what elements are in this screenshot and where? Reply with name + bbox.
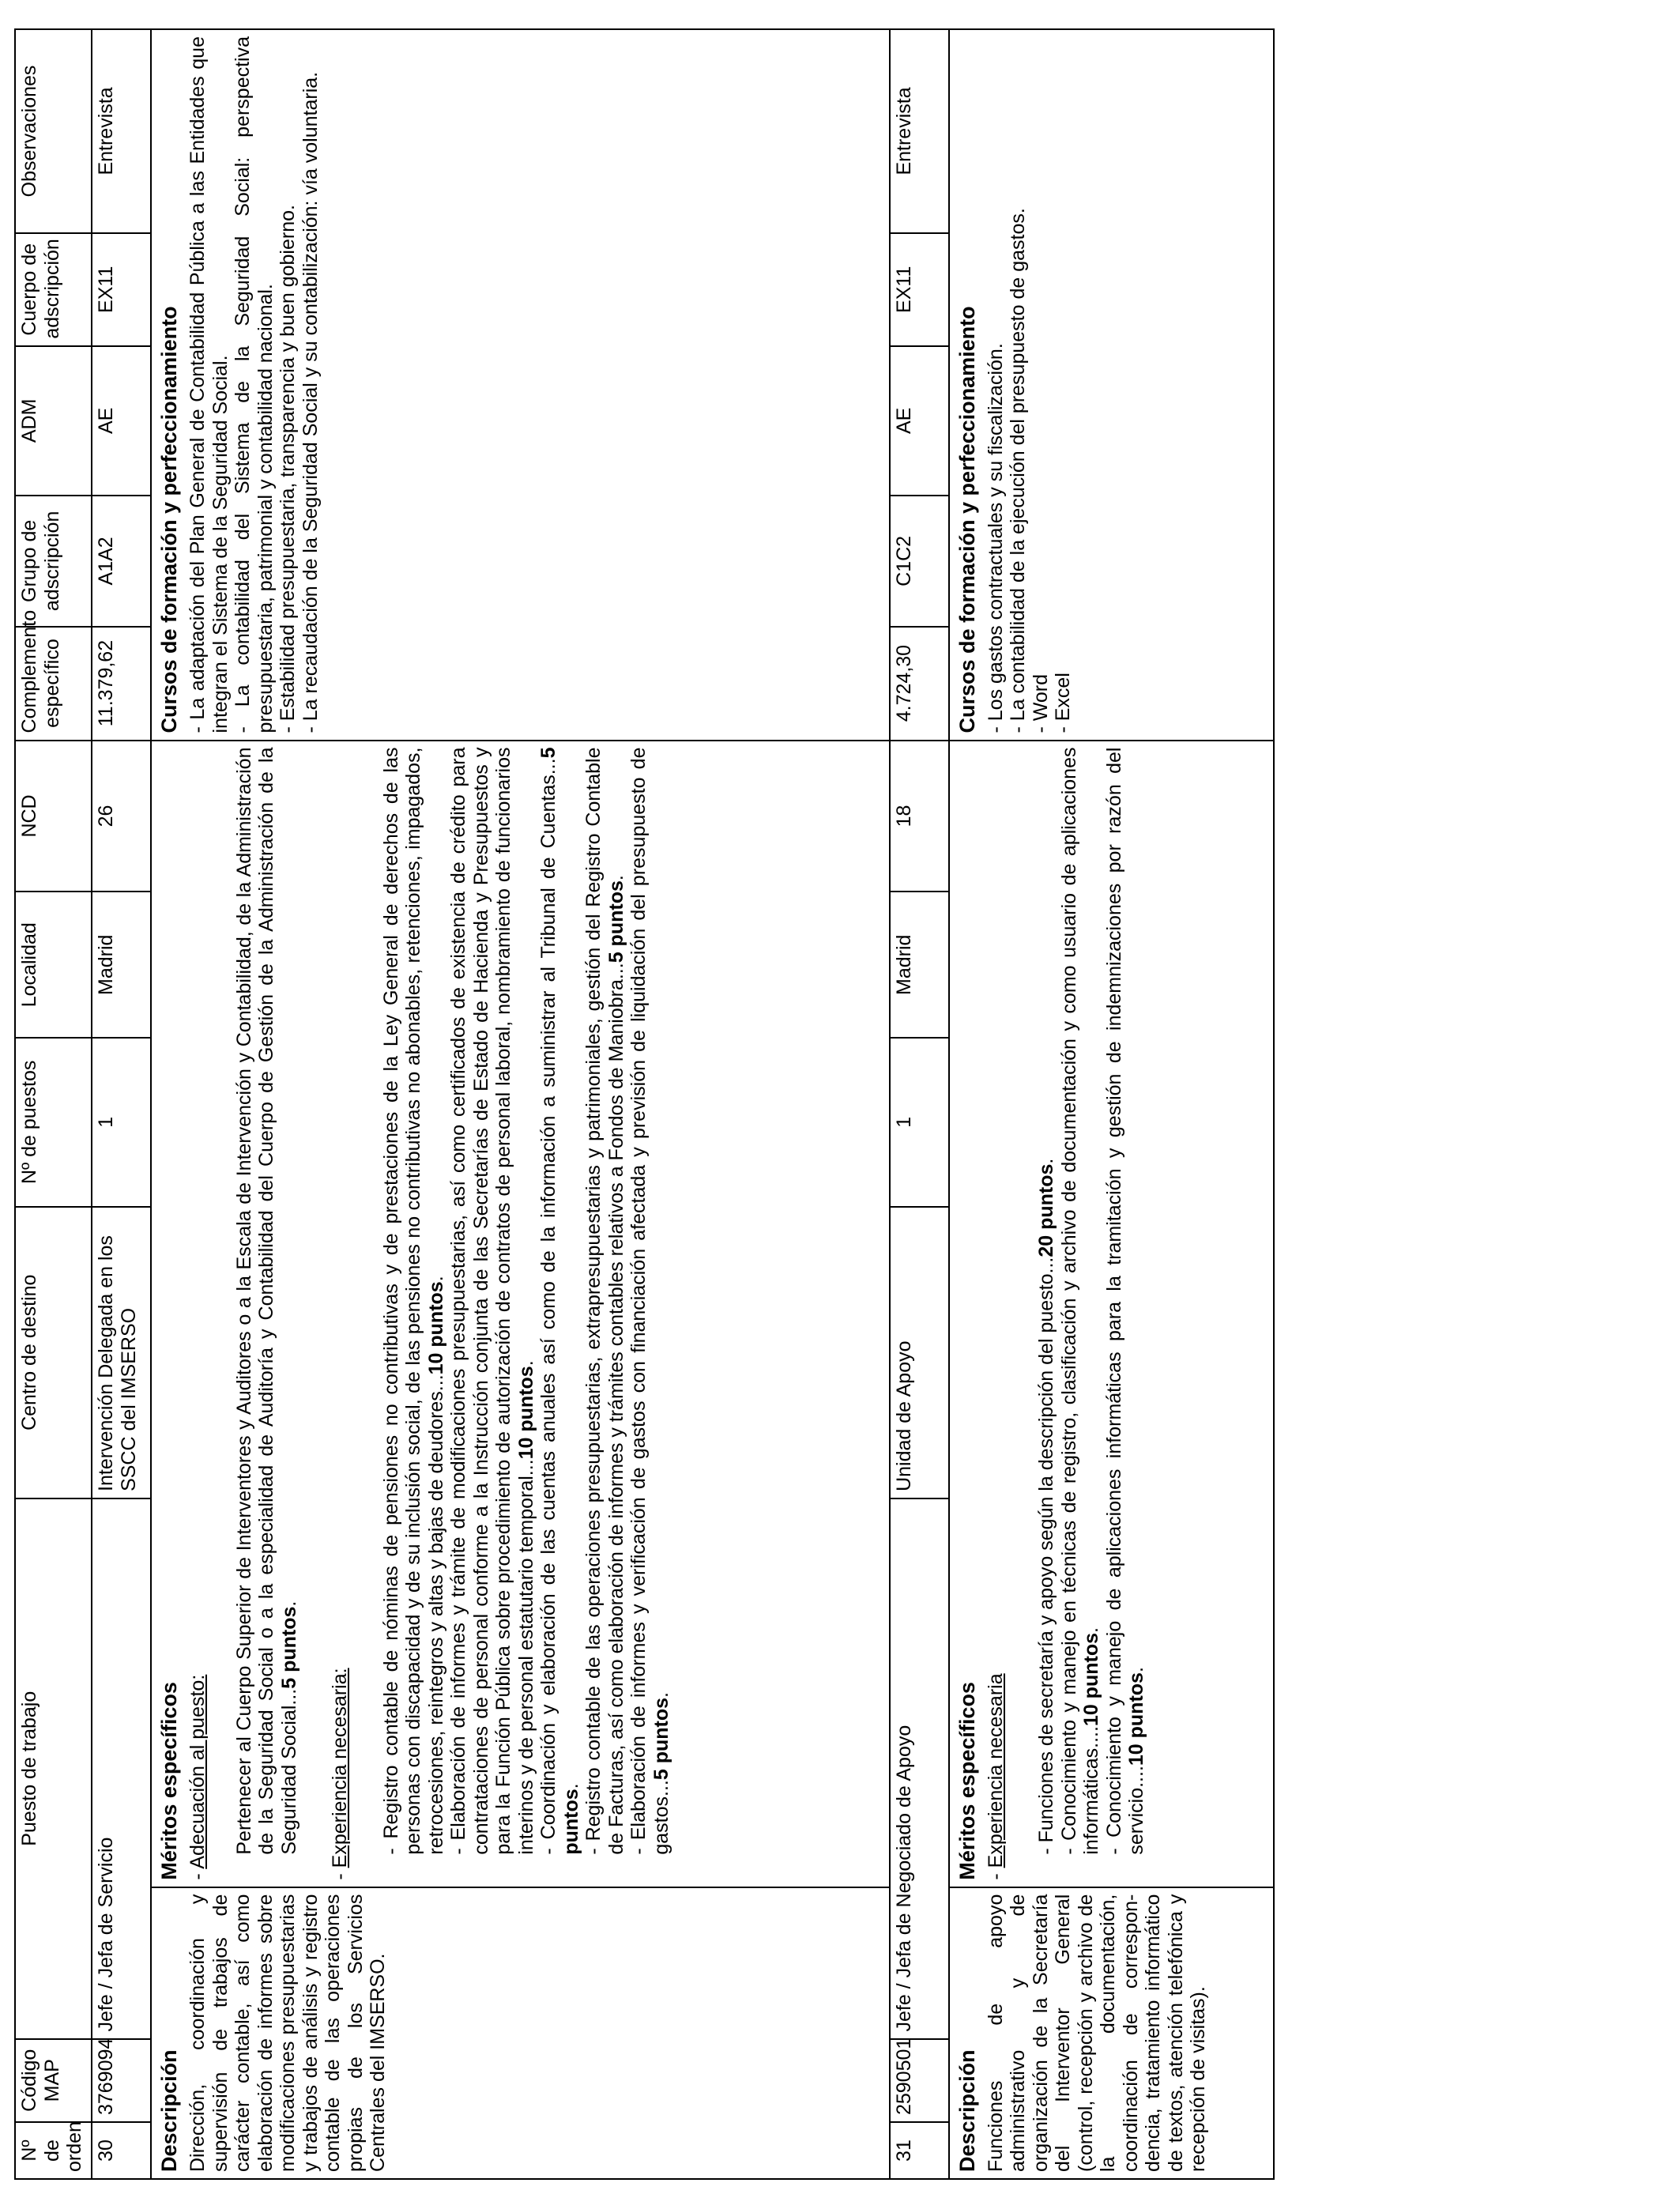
experiencia-label: Experiencia necesaria: (329, 1668, 352, 1868)
observaciones-cell: Entrevista (92, 29, 151, 233)
meritos-cell: Méritos específicos - Adecuación al puesto: Pertenecer al Cuerpo Superior de Interventores y Auditores o a la Escala de Intervención y Contabilidad, de la Administración de la Seguridad Social o a la especialidad de Auditoría y Contabilidad del Cuerpo de Gestión de la Administración de la Seguridad Social...5 puntos. - Experiencia necesaria: - Registro contable de nóminas de pensiones no contributivas y de prestaciones de la Ley General de derechos de las personas con discapacidad y de su inclusión social, de las pensiones no contributivas no abonables, retenciones, impagados, retrocesiones, reintegros y altas y bajas de deudores...10 puntos. - Elaboración de informes y trámite de modificaciones presupuestarias, así como certificados de existencia de crédito para contrataciones de personal conforme a la Instrucción conjunta de las Secretarías de Estado de Hacienda y Presupuestos y para la Función Pública sobre procedimiento de autorización de contratos de personal laboral, nombramiento de funcionarios interinos y de personal estatutario temporal...10 puntos. - Coordinación y elaboración de las cuentas anuales así como de la información a suministrar al Tribunal de Cuentas...5 puntos. - Registro contable de las operaciones presupuestarias, extrapresupuestarias y patrimoniales, gestión del Registro Contable de Facturas, así como elaboración de informes y trámites contables relativos a Fondos de Maniobra...5 puntos. - Elaboración de informes y verificación de gastos con financiación afectada y previsión de liquidación del presupuesto de gastos...5 puntos. (151, 741, 890, 1887)
ncd-cell: 18 (890, 741, 949, 892)
merito-item: - Elaboración de informes y trámite de modificaciones presupuestarias, así como certificados de existencia de crédito para contrataciones de personal conforme a la Instrucción conjunta de las Secretarías de Estado de Hacienda y Presupuestos y para la Función Pública sobre procedimiento de autorización de contratos de personal laboral, nombramiento de funcionarios interinos y de personal estatutario temporal...10 puntos. (447, 747, 537, 1855)
descripcion-title: Descripción (955, 2049, 979, 2172)
meritos-title: Méritos específicos (955, 1682, 979, 1880)
curso-item: - Word (1029, 673, 1052, 733)
descripcion-text: Dirección, coordinación y supervisión de trabajos de carácter contable, así como elaboración de informes sobre modificaciones presupuestarias y trabajos de análisis y registro contable de las operaciones propias de los Servicios Centrales del IMSERSO. (186, 1894, 390, 2172)
adecuacion-label: Adecuación al puesto: (186, 1674, 209, 1869)
experiencia-label: Experiencia necesaria (984, 1673, 1007, 1868)
grupo-cell: C1C2 (890, 496, 949, 627)
adecuacion-text: Pertenecer al Cuerpo Superior de Interventores y Auditores o a la Escala de Intervención y Contabilidad, de la Administración de la Seguridad Social o a la especialidad de Auditoría y Contabilidad del Cuerpo de Gestión de la Administración de la Seguridad Social... (232, 747, 300, 1855)
detail-row (151, 29, 890, 2179)
curso-item: - La contabilidad del Sistema de la Seguridad Social: perspectiva presupuestaria, patrimonial y contabilidad nacional. (232, 36, 277, 733)
curso-item: - La adaptación del Plan General de Contabilidad Pública a las Entidades que integran el Sistema de la Seguridad Social. (186, 36, 232, 733)
header-num-puestos: Nº de puestos (15, 1038, 92, 1206)
header-observaciones: Observaciones (15, 29, 92, 233)
cursos-title: Cursos de formación y perfeccionamiento (157, 306, 182, 733)
cuerpo-cell: EX11 (92, 233, 151, 346)
adm-cell: AE (890, 346, 949, 496)
curso-item: - La recaudación de la Seguridad Social y su contabilización: vía voluntaria. (299, 71, 322, 733)
num-puestos-cell: 1 (890, 1038, 949, 1206)
merito-item: - Funciones de secretaría y apoyo según la descripción del puesto...20 puntos. (1035, 1158, 1058, 1855)
header-ncd: NCD (15, 741, 92, 892)
curso-item: - Estabilidad presupuestaria, transparencia y buen gobierno. (277, 205, 299, 733)
merito-points: 10 puntos (424, 1281, 447, 1375)
header-orden: Nº de orden (15, 2122, 92, 2179)
merito-points: 10 puntos (1080, 1633, 1103, 1727)
header-codigo: Código MAP (15, 2039, 92, 2123)
merito-points: 10 puntos (514, 1366, 537, 1460)
descripcion-cell (949, 1887, 1274, 2179)
merito-points: 20 puntos (1035, 1163, 1058, 1257)
merito-item: - Conocimiento y manejo en técnicas de registro, clasificación y archivo de documentación y como usuario de aplicaciones informáticas....10 puntos. (1057, 747, 1103, 1855)
merito-item: - Registro contable de las operaciones presupuestarias, extrapresupuestarias y patrimoniales, gestión del Registro Contable de Facturas, así como elaboración de informes y trámites contables relativos a Fondos de Maniobra...5 puntos. (582, 747, 627, 1855)
num-puestos-cell: 1 (92, 1038, 151, 1206)
merito-points: 5 puntos (650, 1697, 672, 1781)
header-row (15, 29, 92, 2179)
puesto-cell: Jefe / Jefa de Negociado de Apoyo (890, 1498, 949, 2039)
merito-item: - Registro contable de nóminas de pensiones no contributivas y de prestaciones de la Ley General de derechos de las personas con discapacidad y de su inclusión social, de las pensiones no contributivas no abonables, retenciones, impagados, retrocesiones, reintegros y altas y bajas de deudores...10 puntos. (379, 747, 447, 1855)
curso-item: - Los gastos contractuales y su fiscalización. (984, 343, 1007, 733)
orden-cell: 31 (890, 2122, 949, 2179)
adm-cell: AE (92, 346, 151, 496)
cursos-cell (949, 29, 1274, 741)
observaciones-cell: Entrevista (890, 29, 949, 233)
merito-points: 5 puntos (605, 880, 627, 963)
cursos-cell (151, 29, 890, 741)
detail-row (949, 29, 1274, 2179)
curso-item: - Excel (1052, 673, 1075, 733)
centro-cell: Unidad de Apoyo (890, 1207, 949, 1498)
localidad-cell: Madrid (92, 892, 151, 1038)
merito-points: 10 puntos (1125, 1672, 1148, 1766)
merito-item: - Conocimiento y manejo de aplicaciones informáticas para la tramitación y gestión de indemnizaciones por razón del servicio....10 puntos. (1102, 747, 1148, 1855)
header-puesto: Puesto de trabajo (15, 1498, 92, 2039)
header-cuerpo: Cuerpo de adscripción (15, 233, 92, 346)
complemento-cell: 4.724,30 (890, 627, 949, 741)
curso-item: - La contabilidad de la ejecución del presupuesto de gastos. (1007, 208, 1030, 733)
puesto-cell: Jefe / Jefa de Servicio (92, 1498, 151, 2039)
descripcion-text: Funciones de apoyo administrativo y de organización de la Secretaría del Interventor General (control, recepción y archivo de la documentación, coordinación de correspon-dencia, tratamiento informático de textos, atención telefónica y recepción de visitas). (984, 1894, 1210, 2172)
adecuacion-points: 5 puntos (277, 1606, 300, 1689)
meritos-title: Méritos específicos (157, 1682, 182, 1880)
merito-item: - Coordinación y elaboración de las cuentas anuales así como de la información a suministrar al Tribunal de Cuentas...5 puntos. (537, 747, 582, 1855)
descripcion-title: Descripción (157, 2049, 182, 2172)
orden-cell: 30 (92, 2122, 151, 2179)
merito-item: - Elaboración de informes y verificación de gastos con financiación afectada y previsión de liquidación del presupuesto de gastos...5 puntos. (627, 747, 672, 1855)
header-complemento: Complemento específico (15, 627, 92, 741)
complemento-cell: 11.379,62 (92, 627, 151, 741)
merito-points: 5 puntos (537, 747, 582, 1855)
ncd-cell: 26 (92, 741, 151, 892)
cursos-title: Cursos de formación y perfeccionamiento (955, 306, 979, 733)
localidad-cell: Madrid (890, 892, 949, 1038)
header-adm: ADM (15, 346, 92, 496)
header-localidad: Localidad (15, 892, 92, 1038)
descripcion-cell (151, 1887, 890, 2179)
table-row (890, 29, 949, 2179)
job-positions-table (14, 28, 1275, 2180)
codigo-cell: 3769094 (92, 2039, 151, 2123)
header-grupo: Grupo de adscripción (15, 496, 92, 627)
grupo-cell: A1A2 (92, 496, 151, 627)
table-row (92, 29, 151, 2179)
header-centro: Centro de destino (15, 1207, 92, 1498)
centro-cell: Intervención Delegada en los SSCC del IMSERSO (92, 1207, 151, 1498)
adecuacion-block: Pertenecer al Cuerpo Superior de Interventores y Auditores o a la Escala de Intervención y Contabilidad, de la Administración de la Seguridad Social o a la especialidad de Auditoría y Contabilidad del Cuerpo de Gestión de la Administración de la Seguridad Social...5 puntos. (232, 747, 300, 1855)
codigo-cell: 2590501 (890, 2039, 949, 2123)
cuerpo-cell: EX11 (890, 233, 949, 346)
meritos-cell: Méritos específicos - Experiencia necesaria - Funciones de secretaría y apoyo según la descripción del puesto...20 puntos. - Conocimiento y manejo en técnicas de registro, clasificación y archivo de documentación y como usuario de aplicaciones informáticas....10 puntos. - Conocimiento y manejo de aplicaciones informáticas para la tramitación y gestión de indemnizaciones por razón del servicio....10 puntos. (949, 741, 1274, 1887)
